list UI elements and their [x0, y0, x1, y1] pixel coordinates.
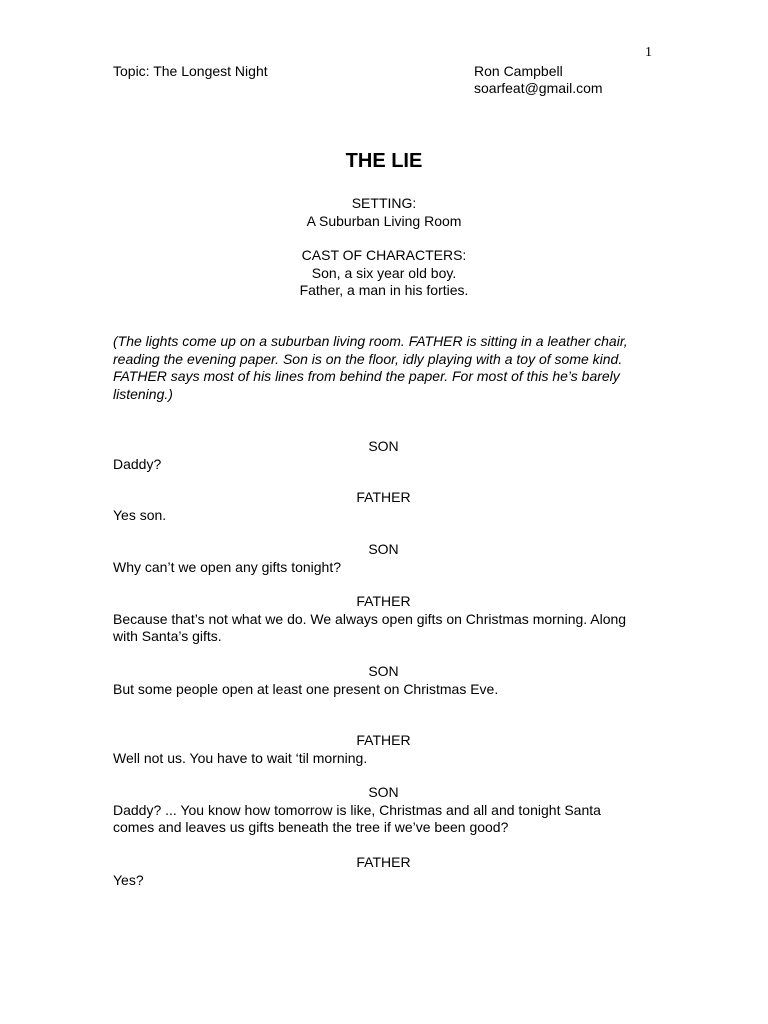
- stage-direction: (The lights come up on a suburban living room. FATHER is sitting in a leather chair, reading the evening paper. Son is on the floor, idly playing with a toy of some kind. FATHER says most of his lines from behind the paper. For most of this he’s barely listening.): [113, 333, 628, 402]
- cast-block: [0, 247, 768, 300]
- dialogue-line: Because that’s not what we do. We always open gifts on Christmas morning. Along with Santa’s gifts.: [113, 610, 630, 644]
- speaker-name: FATHER: [356, 854, 411, 870]
- cast-member: Father, a man in his forties.: [299, 282, 469, 298]
- author-email: soarfeat@gmail.com: [474, 80, 603, 96]
- cast-label: CAST OF CHARACTERS:: [301, 247, 467, 263]
- play-title: THE LIE: [345, 150, 423, 172]
- setting-label: SETTING:: [351, 195, 417, 211]
- author-block: [474, 63, 603, 97]
- dialogue-line: Yes son.: [113, 506, 167, 523]
- dialogue-line: Daddy? ... You know how tomorrow is like, Christmas and all and tonight Santa comes and leaves us gifts beneath the tree if we’ve been good?: [113, 801, 605, 835]
- setting-block: [0, 195, 768, 230]
- dialogue-block: [113, 438, 643, 473]
- dialogue-block: [113, 732, 643, 767]
- dialogue-line: Daddy?: [113, 455, 162, 472]
- dialogue-line: Well not us. You have to wait ‘til morning.: [113, 749, 368, 766]
- dialogue-block: [113, 489, 643, 524]
- dialogue-block: [113, 593, 643, 646]
- dialogue-line: But some people open at least one present on Christmas Eve.: [113, 680, 499, 697]
- speaker-name: FATHER: [356, 593, 411, 609]
- speaker-name: FATHER: [356, 732, 411, 748]
- topic-line: Topic: The Longest Night: [113, 63, 268, 79]
- speaker-name: SON: [368, 438, 399, 454]
- setting-value: A Suburban Living Room: [306, 212, 462, 229]
- speaker-name: SON: [368, 541, 399, 557]
- speaker-name: FATHER: [356, 489, 411, 505]
- dialogue-block: [113, 854, 643, 889]
- dialogue-block: [113, 784, 643, 837]
- speaker-name: SON: [368, 663, 399, 679]
- cast-member: Son, a six year old boy.: [311, 264, 457, 281]
- dialogue-block: [113, 541, 643, 576]
- speaker-name: SON: [368, 784, 399, 800]
- dialogue-line: Yes?: [113, 871, 144, 888]
- page-number: 1: [645, 45, 652, 60]
- dialogue-line: Why can’t we open any gifts tonight?: [113, 558, 342, 575]
- author-name: Ron Campbell: [474, 63, 563, 79]
- dialogue-block: [113, 663, 643, 698]
